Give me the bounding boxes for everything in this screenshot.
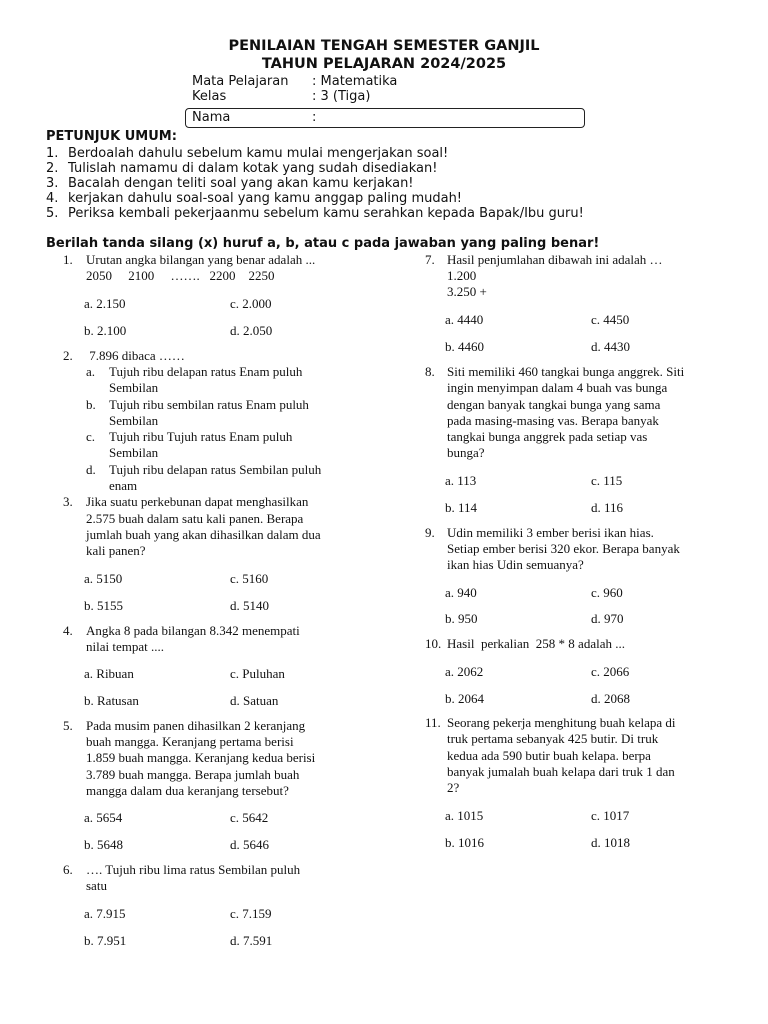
option-letter: a. [86,364,96,379]
instruction-text: Bacalah dengan teliti soal yang akan kamu kerjakan! [68,176,414,191]
question-text: satu [86,878,107,893]
option-b[interactable]: b. 5155 [84,598,123,613]
addend: 3.250 + [447,284,487,299]
name-value: : [312,110,317,125]
instruction-num: 2. [46,161,59,176]
question-text: 3.789 buah mangga. Berapa jumlah buah [86,767,300,782]
question-number: 5. [63,718,73,733]
subject-label: Mata Pelajaran [192,74,289,89]
question-number: 9. [425,525,435,540]
question-text: jumlah buah yang akan dihasilkan dalam dua [86,527,321,542]
question-text: ikan hias Udin semuanya? [447,557,584,572]
option-a[interactable]: a. 2062 [445,664,484,679]
instruction-num: 4. [46,191,59,206]
instructions-heading: PETUNJUK UMUM: [46,129,177,144]
question-text: kedua ada 590 butir buah kelapa. berpa [447,748,651,763]
question-text: ingin menyimpan dalam 4 buah vas bunga [447,380,668,395]
option-c[interactable]: c. 5642 [230,810,269,825]
option-c[interactable]: c. 2066 [591,664,630,679]
option-a[interactable]: a. 5150 [84,571,123,586]
addend: 1.200 [447,268,477,283]
question-text: Pada musim panen dihasilkan 2 keranjang [86,718,306,733]
question-text: kali panen? [86,543,146,558]
option-c[interactable]: c. 2.000 [230,296,272,311]
number-sequence: 2050 2100 ……. 2200 2250 [86,268,275,283]
option-b[interactable]: b. 950 [445,611,478,626]
question-text: banyak jumalah buah kelapa dari truk 1 dan [447,764,675,779]
option-b[interactable]: b. Ratusan [84,693,139,708]
question-text: mangga dalam dua keranjang tersebut? [86,783,289,798]
question-text: 1.859 buah mangga. Keranjang kedua berisi [86,750,316,765]
option-c[interactable]: Tujuh ribu Tujuh ratus Enam puluh [109,429,293,444]
option-d[interactable]: d. 970 [591,611,624,626]
question-number: 2. [63,348,73,363]
exam-year: TAHUN PELAJARAN 2024/2025 [261,56,507,72]
option-d[interactable]: d. 5140 [230,598,269,613]
option-a[interactable]: a. 1015 [445,808,484,823]
question-number: 6. [63,862,73,877]
option-d[interactable]: d. 4430 [591,339,630,354]
question-text: Hasil perkalian 258 * 8 adalah ... [447,636,625,651]
class-value: : 3 (Tiga) [312,89,371,104]
instruction-num: 3. [46,176,59,191]
name-label: Nama [192,110,231,125]
option-d[interactable]: d. 5646 [230,837,269,852]
instruction-text: kerjakan dahulu soal-soal yang kamu anggap paling mudah! [68,191,463,206]
subject-value: : Matematika [312,74,398,89]
question-text: truk pertama sebanyak 425 butir. Di truk [447,731,659,746]
question-text: 7.896 dibaca …… [86,348,185,363]
question-number: 1. [63,252,73,267]
instruction-num: 1. [46,146,59,161]
option-a[interactable]: a. 4440 [445,312,484,327]
option-a[interactable]: Tujuh ribu delapan ratus Enam puluh [109,364,303,379]
instruction-text: Tulislah namamu di dalam kotak yang sudah disediakan! [68,161,438,176]
option-a[interactable]: a. 5654 [84,810,123,825]
option-d[interactable]: d. 1018 [591,835,630,850]
option-b[interactable]: b. 2064 [445,691,484,706]
option-c[interactable]: c. 5160 [230,571,269,586]
option-c[interactable]: c. 4450 [591,312,630,327]
question-text: nilai tempat .... [86,639,164,654]
option-b[interactable]: b. 5648 [84,837,123,852]
question-text: Hasil penjumlahan dibawah ini adalah … [447,252,663,267]
option-d[interactable]: d. 116 [591,500,624,515]
question-text: pada masing-masing vas. Berapa banyak [447,413,659,428]
option-d[interactable]: d. Satuan [230,693,279,708]
question-text: Setiap ember berisi 320 ekor. Berapa banyak [447,541,680,556]
option-b[interactable]: b. 114 [445,500,478,515]
question-text: …. Tujuh ribu lima ratus Sembilan puluh [86,862,301,877]
instruction-num: 5. [46,206,59,221]
option-d[interactable]: d. 2.050 [230,323,273,338]
question-number: 10. [425,636,442,651]
option-letter: c. [86,429,96,444]
question-text: Seorang pekerja menghitung buah kelapa di [447,715,676,730]
option-d[interactable]: Tujuh ribu delapan ratus Sembilan puluh [109,462,322,477]
instruction-text: Berdoalah dahulu sebelum kamu mulai mengerjakan soal! [68,146,449,161]
instruction-text: Periksa kembali pekerjaanmu sebelum kamu serahkan kepada Bapak/Ibu guru! [68,206,584,221]
option-c[interactable]: c. 7.159 [230,906,272,921]
option-b[interactable]: b. 7.951 [84,933,127,948]
option-c[interactable]: c. 1017 [591,808,630,823]
option-b[interactable]: b. 4460 [445,339,484,354]
question-number: 4. [63,623,73,638]
question-number: 8. [425,364,435,379]
question-text: Angka 8 pada bilangan 8.342 menempati [86,623,300,638]
question-text: buah mangga. Keranjang pertama berisi [86,734,294,749]
option-b-cont[interactable]: Sembilan [109,413,159,428]
section-heading: Berilah tanda silang (x) huruf a, b, atau c pada jawaban yang paling benar! [46,236,600,251]
option-d[interactable]: d. 7.591 [230,933,273,948]
question-text: 2.575 buah dalam satu kali panen. Berapa [86,511,304,526]
question-text: Udin memiliki 3 ember berisi ikan hias. [447,525,654,540]
question-text: bunga? [447,445,485,460]
option-letter: d. [86,462,96,477]
option-d-cont[interactable]: enam [109,478,138,493]
question-number: 11. [425,715,441,730]
question-number: 3. [63,494,73,509]
option-b[interactable]: b. 2.100 [84,323,127,338]
option-letter: b. [86,397,96,412]
question-text: dengan banyak tangkai bunga yang sama [447,397,661,412]
exam-title: PENILAIAN TENGAH SEMESTER GANJIL [228,38,540,54]
option-b[interactable]: b. 1016 [445,835,484,850]
option-a[interactable]: a. 113 [445,473,477,488]
question-text: tangkai bunga anggrek pada setiap vas [447,429,648,444]
option-c[interactable]: c. 115 [591,473,623,488]
option-a[interactable]: a. Ribuan [84,666,134,681]
name-box[interactable] [185,108,585,128]
option-b[interactable]: Tujuh ribu sembilan ratus Enam puluh [109,397,309,412]
question-text: Siti memiliki 460 tangkai bunga anggrek. Siti [447,364,685,379]
question-text: Jika suatu perkebunan dapat menghasilkan [86,494,309,509]
option-c-cont[interactable]: Sembilan [109,445,159,460]
question-number: 7. [425,252,435,267]
option-c[interactable]: c. 960 [591,585,623,600]
option-d[interactable]: d. 2068 [591,691,630,706]
option-c[interactable]: c. Puluhan [230,666,285,681]
class-label: Kelas [192,89,227,104]
option-a[interactable]: a. 2.150 [84,296,126,311]
option-a-cont[interactable]: Sembilan [109,380,159,395]
option-a[interactable]: a. 7.915 [84,906,126,921]
question-text: 2? [447,780,460,795]
question-text: Urutan angka bilangan yang benar adalah ... [86,252,316,267]
option-a[interactable]: a. 940 [445,585,477,600]
